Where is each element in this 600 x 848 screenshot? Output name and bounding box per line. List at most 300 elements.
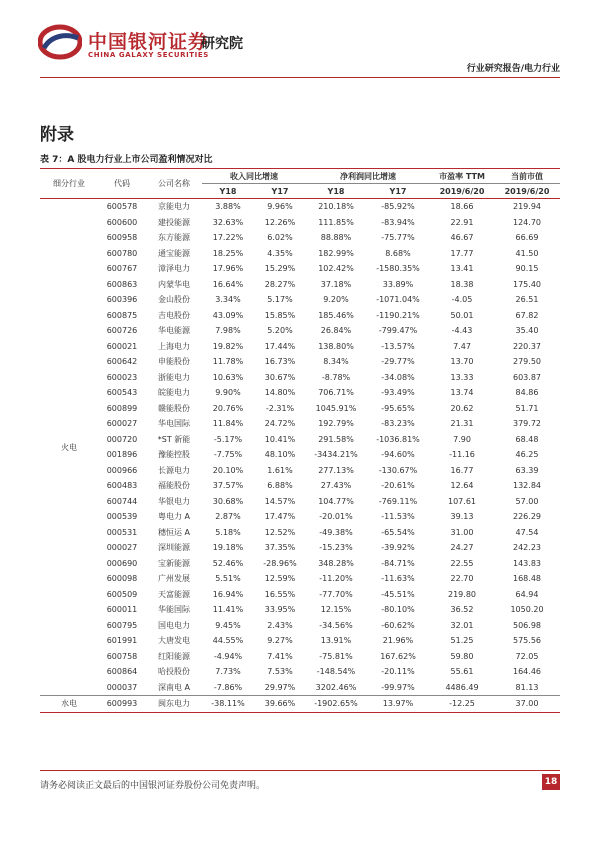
profit-y17-cell: -20.61%	[381, 481, 415, 491]
galaxy-logo-icon	[38, 24, 82, 60]
revenue-y17-cell: 28.27%	[264, 279, 296, 289]
header-divider	[40, 77, 560, 78]
company-name-cell: 哈投股份	[158, 667, 190, 677]
company-name-cell: 华能国际	[158, 605, 190, 615]
pe-cell: -4.05	[451, 295, 473, 305]
revenue-y17-cell: 12.52%	[264, 527, 296, 537]
revenue-y18-cell: 16.64%	[212, 279, 244, 289]
revenue-y18-cell: -7.75%	[213, 450, 243, 460]
revenue-y17-cell: 16.73%	[264, 357, 296, 367]
profit-y18-cell: 182.99%	[318, 248, 354, 258]
profit-y18-cell: 102.42%	[318, 264, 354, 274]
pe-cell: 17.77	[450, 248, 474, 258]
profit-y18-cell: 37.18%	[320, 279, 352, 289]
company-name-cell: 华电能源	[158, 326, 190, 336]
profit-y17-cell: -11.53%	[381, 512, 415, 522]
pe-cell: 59.80	[450, 651, 474, 661]
mktcap-cell: 143.83	[513, 558, 541, 568]
profit-y18-cell: 1045.91%	[315, 403, 357, 413]
code-cell: 000531	[106, 527, 138, 537]
profit-y18-cell: -34.56%	[319, 620, 353, 630]
profit-y17-cell: -93.49%	[381, 388, 415, 398]
mktcap-cell: 1050.20	[510, 605, 544, 615]
company-name-cell: 漳泽电力	[158, 264, 190, 274]
revenue-y17-cell: 33.95%	[264, 605, 296, 615]
mktcap-cell: 67.82	[515, 310, 539, 320]
company-name-cell: 浙能电力	[158, 372, 190, 382]
header-revenue-growth: 收入同比增速	[202, 169, 306, 184]
revenue-y17-cell: 17.47%	[264, 512, 296, 522]
profit-y18-cell: -49.38%	[319, 527, 353, 537]
code-cell: 600726	[106, 326, 138, 336]
profit-y17-cell: -94.60%	[381, 450, 415, 460]
company-name-cell: 天富能源	[158, 589, 190, 599]
code-cell: 600875	[106, 310, 138, 320]
mktcap-cell: 506.98	[513, 620, 541, 630]
header-revenue-y17: Y17	[254, 184, 306, 199]
mktcap-cell: 63.39	[515, 465, 539, 475]
revenue-y17-cell: 7.41%	[267, 651, 293, 661]
pe-cell: 32.01	[450, 620, 474, 630]
code-cell: 000720	[106, 434, 138, 444]
revenue-y18-cell: 52.46%	[212, 558, 244, 568]
mktcap-cell: 57.00	[515, 496, 539, 506]
profit-y18-cell: -1902.65%	[306, 696, 366, 713]
page-header	[0, 0, 600, 80]
table-row	[40, 230, 560, 246]
pe-cell: 20.62	[450, 403, 474, 413]
company-name-cell: 豫能控股	[158, 450, 190, 460]
category-cell: 火电	[40, 199, 98, 696]
revenue-y18-cell: 20.76%	[212, 403, 244, 413]
revenue-y17-cell: 2.43%	[267, 620, 293, 630]
code-cell: 600021	[106, 341, 138, 351]
table-row	[40, 696, 560, 713]
profit-y17-cell: -1036.81%	[376, 434, 420, 444]
revenue-y17-cell: 37.35%	[264, 543, 296, 553]
table-row	[40, 246, 560, 262]
mktcap-cell: 72.05	[515, 651, 539, 661]
revenue-y18-cell: 32.63%	[212, 217, 244, 227]
profit-y18-cell: -11.20%	[319, 574, 353, 584]
header-company-name: 公司名称	[146, 169, 202, 199]
revenue-y18-cell: -7.86%	[202, 680, 254, 696]
revenue-y18-cell: 11.78%	[212, 357, 244, 367]
profit-y17-cell: -1071.04%	[376, 295, 420, 305]
table-row	[40, 199, 560, 215]
pe-cell: 22.55	[450, 558, 474, 568]
pe-cell: 39.13	[450, 512, 474, 522]
revenue-y18-cell: 16.94%	[212, 589, 244, 599]
revenue-y18-cell: 20.10%	[212, 465, 244, 475]
profit-y17-cell: -60.62%	[381, 620, 415, 630]
company-name-cell: 吉电股份	[158, 310, 190, 320]
revenue-y18-cell: 10.63%	[212, 372, 244, 382]
header-market-cap: 当前市值	[494, 169, 560, 184]
profit-y18-cell: 277.13%	[318, 465, 354, 475]
profit-y18-cell: 192.79%	[318, 419, 354, 429]
profit-y17-cell: -95.65%	[381, 403, 415, 413]
revenue-y18-cell: 19.82%	[212, 341, 244, 351]
code-cell: 600993	[98, 696, 146, 713]
profit-y18-cell: 111.85%	[318, 217, 354, 227]
pe-cell: 22.70	[450, 574, 474, 584]
profit-y18-cell: 706.71%	[318, 388, 354, 398]
code-cell: 600863	[106, 279, 138, 289]
revenue-y17-cell: 30.67%	[264, 372, 296, 382]
profit-y18-cell: -148.54%	[316, 667, 356, 677]
revenue-y17-cell: -2.31%	[265, 403, 295, 413]
company-name-cell: 赣能股份	[158, 403, 190, 413]
table-row	[40, 478, 560, 494]
revenue-y17-cell: 10.41%	[264, 434, 296, 444]
header-code: 代码	[98, 169, 146, 199]
company-name-cell: *ST 新能	[157, 434, 191, 444]
revenue-y18-cell: -5.17%	[213, 434, 243, 444]
profit-y17-cell: -20.11%	[381, 667, 415, 677]
company-name-cell: 深南电 A	[146, 680, 202, 696]
profit-y18-cell: 138.80%	[318, 341, 354, 351]
header-profit-y17: Y17	[366, 184, 430, 199]
code-cell: 600899	[106, 403, 138, 413]
company-name-cell: 广州发展	[158, 574, 190, 584]
profit-y18-cell: 348.28%	[318, 558, 354, 568]
code-cell: 000539	[106, 512, 138, 522]
profit-y18-cell: 12.15%	[320, 605, 352, 615]
code-cell: 600011	[106, 605, 138, 615]
revenue-y17-cell: 29.97%	[254, 680, 306, 696]
revenue-y18-cell: 5.18%	[215, 527, 241, 537]
revenue-y18-cell: 19.18%	[212, 543, 244, 553]
code-cell: 600483	[106, 481, 138, 491]
header-revenue-y18: Y18	[202, 184, 254, 199]
revenue-y18-cell: 37.57%	[212, 481, 244, 491]
revenue-y17-cell: 15.85%	[264, 310, 296, 320]
revenue-y17-cell: 6.88%	[267, 481, 293, 491]
code-cell: 001896	[106, 450, 138, 460]
profit-y18-cell: 8.34%	[323, 357, 349, 367]
profit-y18-cell: 210.18%	[318, 202, 354, 212]
pe-cell: 13.74	[450, 388, 474, 398]
header-report-type: 行业研究报告/电力行业	[466, 64, 560, 74]
company-name-cell: 内蒙华电	[158, 279, 190, 289]
pe-cell: 24.27	[450, 543, 474, 553]
pe-cell: 51.25	[450, 636, 474, 646]
mktcap-cell: 37.00	[494, 696, 560, 713]
profit-y18-cell: 291.58%	[318, 434, 354, 444]
mktcap-cell: 46.25	[515, 450, 539, 460]
profit-y18-cell: -20.01%	[319, 512, 353, 522]
profit-y17-cell: -65.54%	[381, 527, 415, 537]
revenue-y18-cell: 11.41%	[212, 605, 244, 615]
table-row	[40, 370, 560, 386]
company-name-cell: 皖能电力	[158, 388, 190, 398]
pe-cell: 18.66	[450, 202, 474, 212]
pe-cell: -11.16	[449, 450, 475, 460]
earnings-comparison-table	[40, 168, 560, 713]
company-name-cell: 金山股份	[158, 295, 190, 305]
revenue-y17-cell: 14.80%	[264, 388, 296, 398]
pe-cell: 7.90	[453, 434, 471, 444]
revenue-y18-cell: 17.22%	[212, 233, 244, 243]
pe-cell: 50.01	[450, 310, 474, 320]
header-pe-date: 2019/6/20	[430, 184, 494, 199]
company-name-cell: 申能股份	[158, 357, 190, 367]
table-body	[40, 199, 560, 713]
profit-y17-cell: -13.57%	[381, 341, 415, 351]
table-row	[40, 385, 560, 401]
revenue-y17-cell: 24.72%	[264, 419, 296, 429]
pe-cell: -12.25	[430, 696, 494, 713]
profit-y17-cell: -799.47%	[378, 326, 418, 336]
table-row	[40, 680, 560, 696]
code-cell: 600098	[106, 574, 138, 584]
profit-y18-cell: -77.70%	[319, 589, 353, 599]
mktcap-cell: 47.54	[515, 527, 539, 537]
company-name-cell: 穗恒运 A	[157, 527, 190, 537]
revenue-y18-cell: 11.84%	[212, 419, 244, 429]
revenue-y17-cell: 16.55%	[264, 589, 296, 599]
revenue-y17-cell: 14.57%	[264, 496, 296, 506]
profit-y18-cell: 9.20%	[323, 295, 349, 305]
table-row	[40, 292, 560, 308]
profit-y18-cell: 185.46%	[318, 310, 354, 320]
pe-cell: 7.47	[453, 341, 471, 351]
table-row	[40, 416, 560, 432]
code-cell: 000690	[106, 558, 138, 568]
mktcap-cell: 51.71	[515, 403, 539, 413]
revenue-y18-cell: 43.09%	[212, 310, 244, 320]
table-row	[40, 509, 560, 525]
profit-y18-cell: 26.84%	[320, 326, 352, 336]
pe-cell: 22.91	[450, 217, 474, 227]
mktcap-cell: 84.86	[515, 388, 539, 398]
table-row	[40, 401, 560, 417]
revenue-y17-cell: 12.26%	[264, 217, 296, 227]
profit-y17-cell: -80.10%	[381, 605, 415, 615]
profit-y18-cell: 27.43%	[320, 481, 352, 491]
profit-y17-cell: -130.67%	[378, 465, 418, 475]
pe-cell: 55.61	[450, 667, 474, 677]
revenue-y17-cell: 6.02%	[267, 233, 293, 243]
mktcap-cell: 81.13	[494, 680, 560, 696]
company-name-cell: 大唐发电	[158, 636, 190, 646]
mktcap-cell: 603.87	[513, 372, 541, 382]
profit-y18-cell: -8.78%	[321, 372, 351, 382]
profit-y17-cell: -85.92%	[381, 202, 415, 212]
table-row	[40, 540, 560, 556]
logo-subtitle: 研究院	[201, 36, 243, 52]
revenue-y17-cell: 5.17%	[267, 295, 293, 305]
revenue-y18-cell: 9.45%	[215, 620, 241, 630]
mktcap-cell: 68.48	[515, 434, 539, 444]
table-row	[40, 571, 560, 587]
code-cell: 600023	[106, 372, 138, 382]
revenue-y18-cell: 3.34%	[215, 295, 241, 305]
code-cell: 000027	[106, 543, 138, 553]
code-cell: 600027	[106, 419, 138, 429]
disclaimer-note: 请务必阅读正文最后的中国银河证券股份公司免责声明。	[40, 781, 266, 791]
code-cell: 600744	[106, 496, 138, 506]
logo-chinese-name: 中国银河证券	[88, 31, 209, 53]
footer-divider	[40, 770, 560, 771]
mktcap-cell: 220.37	[513, 341, 541, 351]
company-name-cell: 建投能源	[158, 217, 190, 227]
profit-y18-cell: -75.81%	[319, 651, 353, 661]
table-row	[40, 664, 560, 680]
logo-english-name: CHINA GALAXY SECURITIES	[88, 51, 209, 59]
company-name-cell: 华银电力	[158, 496, 190, 506]
profit-y18-cell: 3202.46%	[306, 680, 366, 696]
profit-y17-cell: -83.23%	[381, 419, 415, 429]
table-row	[40, 602, 560, 618]
profit-y17-cell: -769.11%	[378, 496, 418, 506]
table-row	[40, 494, 560, 510]
revenue-y18-cell: 17.96%	[212, 264, 244, 274]
table-row	[40, 618, 560, 634]
mktcap-cell: 175.40	[513, 279, 541, 289]
table-row	[40, 525, 560, 541]
company-name-cell: 京能电力	[158, 202, 190, 212]
table-row	[40, 649, 560, 665]
table-row	[40, 587, 560, 603]
mktcap-cell: 66.69	[515, 233, 539, 243]
mktcap-cell: 35.40	[515, 326, 539, 336]
table-row	[40, 277, 560, 293]
company-name-cell: 闽东电力	[146, 696, 202, 713]
pe-cell: 219.80	[448, 589, 476, 599]
company-name-cell: 福能股份	[158, 481, 190, 491]
revenue-y17-cell: 4.35%	[267, 248, 293, 258]
profit-y17-cell: 21.96%	[382, 636, 414, 646]
revenue-y18-cell: 7.98%	[215, 326, 241, 336]
mktcap-cell: 242.23	[513, 543, 541, 553]
header-category: 细分行业	[40, 169, 98, 199]
mktcap-cell: 124.70	[513, 217, 541, 227]
pe-cell: 4486.49	[430, 680, 494, 696]
code-cell: 600758	[106, 651, 138, 661]
revenue-y18-cell: 3.88%	[215, 202, 241, 212]
code-cell: 000037	[98, 680, 146, 696]
profit-y17-cell: -1190.21%	[376, 310, 420, 320]
code-cell: 600578	[106, 202, 138, 212]
header-pe-ttm: 市盈率 TTM	[430, 169, 494, 184]
mktcap-cell: 219.94	[513, 202, 541, 212]
revenue-y17-cell: 5.20%	[267, 326, 293, 336]
code-cell: 600958	[106, 233, 138, 243]
table-row	[40, 261, 560, 277]
profit-y17-cell: 8.68%	[385, 248, 411, 258]
code-cell: 600767	[106, 264, 138, 274]
profit-y17-cell: 13.97%	[366, 696, 430, 713]
profit-y17-cell: -29.77%	[381, 357, 415, 367]
table-row	[40, 556, 560, 572]
revenue-y18-cell: -4.94%	[213, 651, 243, 661]
code-cell: 600543	[106, 388, 138, 398]
table-row	[40, 354, 560, 370]
code-cell: 600509	[106, 589, 138, 599]
profit-y17-cell: 167.62%	[380, 651, 416, 661]
pe-cell: 16.77	[450, 465, 474, 475]
profit-y17-cell: -39.92%	[381, 543, 415, 553]
mktcap-cell: 379.72	[513, 419, 541, 429]
profit-y17-cell: 33.89%	[382, 279, 414, 289]
profit-y17-cell: -84.71%	[381, 558, 415, 568]
revenue-y18-cell: 18.25%	[212, 248, 244, 258]
company-name-cell: 粤电力 A	[157, 512, 190, 522]
revenue-y18-cell: 7.73%	[215, 667, 241, 677]
revenue-y17-cell: 9.96%	[267, 202, 293, 212]
mktcap-cell: 41.50	[515, 248, 539, 258]
mktcap-cell: 90.15	[515, 264, 539, 274]
pe-cell: 31.00	[450, 527, 474, 537]
code-cell: 601991	[106, 636, 138, 646]
pe-cell: 13.33	[450, 372, 474, 382]
profit-y18-cell: 88.88%	[320, 233, 352, 243]
revenue-y17-cell: 17.44%	[264, 341, 296, 351]
table-row	[40, 323, 560, 339]
profit-y18-cell: 104.77%	[318, 496, 354, 506]
pe-cell: 46.67	[450, 233, 474, 243]
code-cell: 600795	[106, 620, 138, 630]
profit-y17-cell: -83.94%	[381, 217, 415, 227]
pe-cell: 13.70	[450, 357, 474, 367]
table-caption: 表 7：A 股电力行业上市公司盈利情况对比	[40, 155, 213, 165]
company-name-cell: 红阳能源	[158, 651, 190, 661]
revenue-y17-cell: -28.96%	[263, 558, 297, 568]
mktcap-cell: 64.94	[515, 589, 539, 599]
revenue-y17-cell: 15.29%	[264, 264, 296, 274]
pe-cell: 18.38	[450, 279, 474, 289]
revenue-y18-cell: 9.90%	[215, 388, 241, 398]
revenue-y17-cell: 1.61%	[267, 465, 293, 475]
profit-y17-cell: -34.08%	[381, 372, 415, 382]
table-row	[40, 463, 560, 479]
company-name-cell: 华电国际	[158, 419, 190, 429]
code-cell: 600396	[106, 295, 138, 305]
company-name-cell: 国电电力	[158, 620, 190, 630]
pe-cell: 12.64	[450, 481, 474, 491]
section-title: 附录	[40, 125, 74, 145]
code-cell: 000966	[106, 465, 138, 475]
pe-cell: 107.61	[448, 496, 476, 506]
profit-y17-cell: -99.97%	[366, 680, 430, 696]
pe-cell: -4.43	[451, 326, 473, 336]
pe-cell: 13.41	[450, 264, 474, 274]
revenue-y18-cell: 5.51%	[215, 574, 241, 584]
mktcap-cell: 226.29	[513, 512, 541, 522]
company-name-cell: 深圳能源	[158, 543, 190, 553]
profit-y17-cell: -45.51%	[381, 589, 415, 599]
company-name-cell: 东方能源	[158, 233, 190, 243]
page-number: 18	[542, 774, 560, 790]
table-row	[40, 339, 560, 355]
company-name-cell: 通宝能源	[158, 248, 190, 258]
header-profit-growth: 净利润同比增速	[306, 169, 430, 184]
company-name-cell: 长源电力	[158, 465, 190, 475]
company-name-cell: 宝新能源	[158, 558, 190, 568]
header-mktcap-date: 2019/6/20	[494, 184, 560, 199]
code-cell: 600780	[106, 248, 138, 258]
table-row	[40, 308, 560, 324]
pe-cell: 36.52	[450, 605, 474, 615]
table-row	[40, 432, 560, 448]
revenue-y17-cell: 7.53%	[267, 667, 293, 677]
mktcap-cell: 168.48	[513, 574, 541, 584]
company-name-cell: 上海电力	[158, 341, 190, 351]
table-row	[40, 633, 560, 649]
category-cell: 水电	[40, 696, 98, 713]
